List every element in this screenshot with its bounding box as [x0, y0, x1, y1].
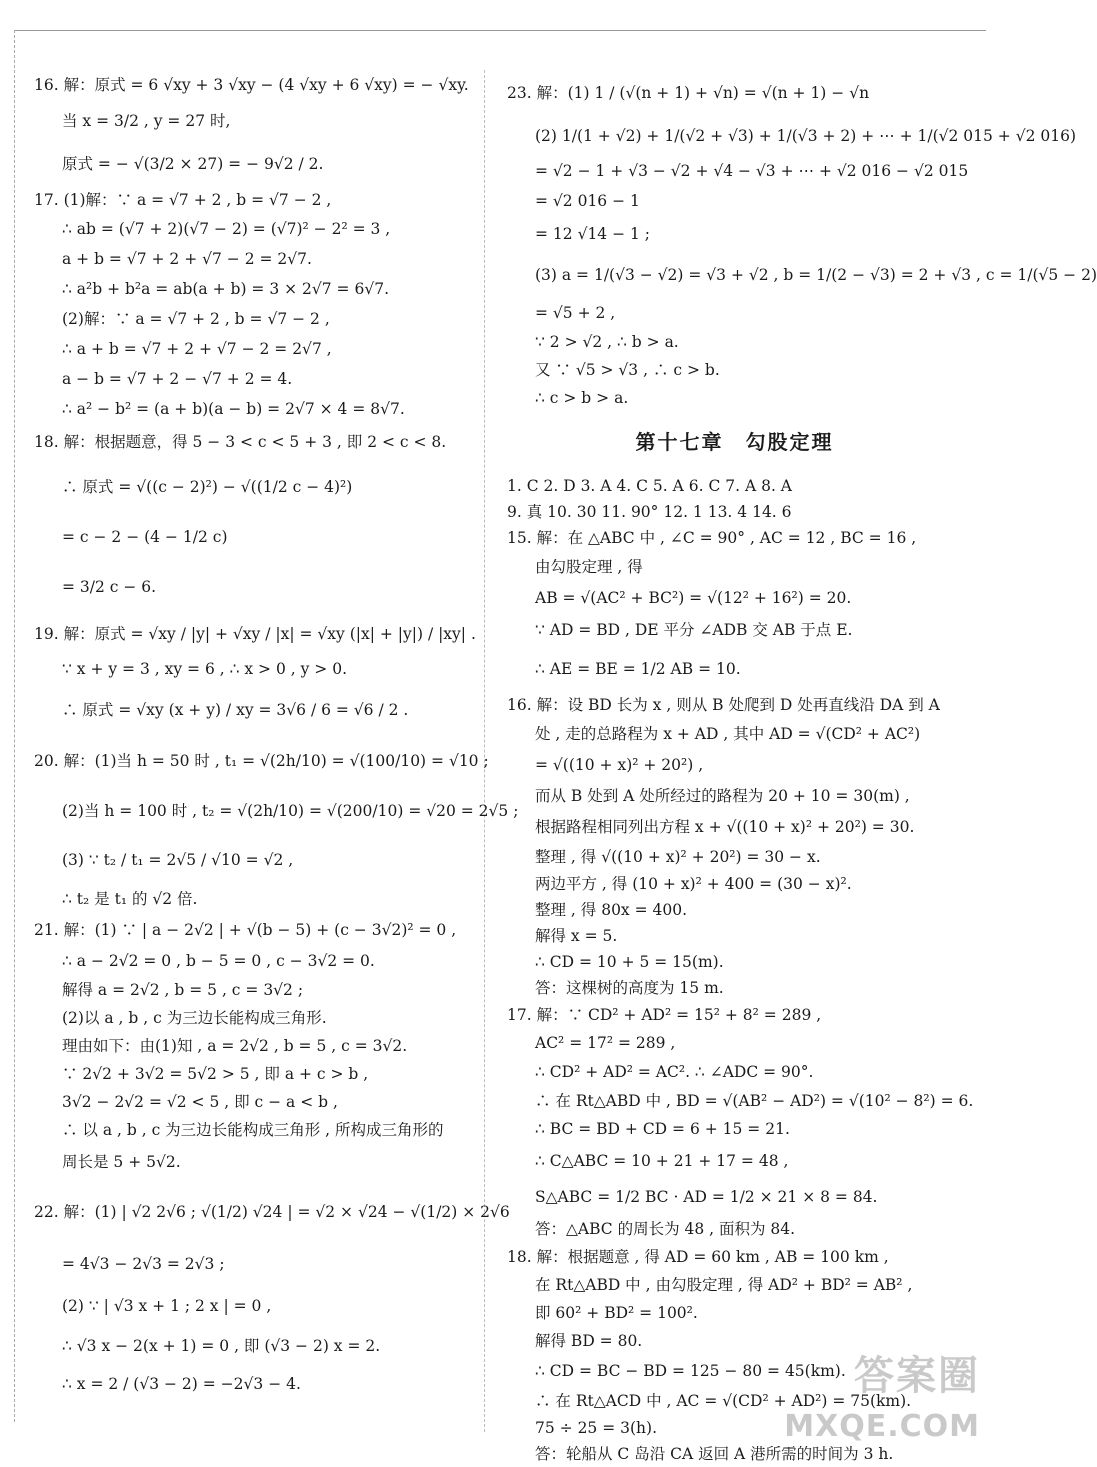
solution-line: ∴ x = 2 / (√3 − 2) = −2√3 − 4. [62, 1375, 301, 1393]
solution-line: 解得 a = 2√2 , b = 5 , c = 3√2 ; [62, 981, 304, 999]
solution-line: ∴ 原式 = √xy (x + y) / xy = 3√6 / 6 = √6 / 2 . [62, 701, 409, 719]
solution-line: 处 , 走的总路程为 x + AD , 其中 AD = √(CD² + AC²) [535, 725, 921, 743]
watermark-logo: 答案圈 [854, 1353, 980, 1399]
solution-line: = √2 016 − 1 [535, 192, 640, 210]
solution-line: = 3/2 c − 6. [62, 578, 157, 596]
solution-line: ∴ 在 Rt△ABD 中 , BD = √(AB² − AD²) = √(10² − 8²) = 6. [535, 1092, 974, 1110]
solution-line: ∴ C△ABC = 10 + 21 + 17 = 48 , [535, 1152, 789, 1170]
solution-line: (2) ∵ | √3 x + 1 ; 2 x | = 0 , [62, 1297, 272, 1315]
solution-line: ∴ 原式 = √((c − 2)²) − √((1/2 c − 4)²) [62, 478, 353, 496]
solution-line: 16. 解：设 BD 长为 x , 则从 B 处爬到 D 处再直线沿 DA 到 A [507, 696, 940, 714]
watermark [780, 1344, 980, 1444]
solution-line: = √((10 + x)² + 20²) , [535, 756, 704, 774]
right-column-part-a [507, 70, 1097, 412]
solution-line: a + b = √7 + 2 + √7 − 2 = 2√7. [62, 250, 312, 268]
left-margin-rule [14, 30, 15, 1422]
solution-line: ∴ c > b > a. [535, 389, 629, 407]
solution-line: ∴ CD = BC − BD = 125 − 80 = 45(km). [535, 1362, 846, 1380]
solution-line: AB = √(AC² + BC²) = √(12² + 16²) = 20. [535, 589, 852, 607]
solution-line: ∴ AE = BE = 1/2 AB = 10. [535, 660, 741, 678]
column-divider [484, 70, 485, 1432]
solution-line: 23. 解：(1) 1 / (√(n + 1) + √n) = √(n + 1) − √n [507, 84, 870, 102]
solution-line: 两边平方 , 得 (10 + x)² + 400 = (30 − x)². [535, 875, 852, 893]
solution-line: 理由如下：由(1)知 , a = 2√2 , b = 5 , c = 3√2. [62, 1037, 408, 1055]
solution-line: ∵ 2 > √2 , ∴ b > a. [535, 333, 679, 351]
solution-line: = 4√3 − 2√3 = 2√3 ; [62, 1255, 225, 1273]
solution-line: 答：轮船从 C 岛沿 CA 返回 A 港所需的时间为 3 h. [535, 1445, 894, 1463]
right-column [507, 70, 1097, 1467]
solution-line: (2)解：∵ a = √7 + 2 , b = √7 − 2 , [62, 310, 330, 328]
solution-line: 17. (1)解：∵ a = √7 + 2 , b = √7 − 2 , [34, 191, 332, 209]
solution-line: 75 ÷ 25 = 3(h). [535, 1419, 657, 1437]
solution-line: 周长是 5 + 5√2. [62, 1153, 181, 1171]
solution-line: 答：这棵树的高度为 15 m. [535, 979, 724, 997]
solution-line: AC² = 17² = 289 , [535, 1034, 676, 1052]
solution-line: 根据路程相同列出方程 x + √((10 + x)² + 20²) = 30. [535, 818, 915, 836]
top-rule [14, 30, 986, 31]
solution-line: ∴ a² − b² = (a + b)(a − b) = 2√7 × 4 = 8√7. [62, 400, 405, 418]
solution-line: 答：△ABC 的周长为 48 , 面积为 84. [535, 1220, 796, 1238]
solution-line: 而从 B 处到 A 处所经过的路程为 20 + 10 = 30(m) , [535, 787, 910, 805]
solution-line: ∵ x + y = 3 , xy = 6 , ∴ x > 0 , y > 0. [62, 660, 347, 678]
solution-line: = c − 2 − (4 − 1/2 c) [62, 528, 228, 546]
solution-line: = √5 + 2 , [535, 304, 616, 322]
solution-line: 15. 解：在 △ABC 中 , ∠C = 90° , AC = 12 , BC = 16 , [507, 529, 917, 547]
solution-line: 20. 解：(1)当 h = 50 时 , t₁ = √(2h/10) = √(100/10) = √10 ; [34, 752, 489, 770]
solution-line: (2)以 a , b , c 为三边长能构成三角形. [62, 1009, 327, 1027]
solution-line: 3√2 − 2√2 = √2 < 5 , 即 c − a < b , [62, 1093, 338, 1111]
solution-line: 解得 BD = 80. [535, 1332, 643, 1350]
solution-line: 18. 解：根据题意 , 得 AD = 60 km , AB = 100 km , [507, 1248, 889, 1266]
solution-line: ∵ AD = BD , DE 平分 ∠ADB 交 AB 于点 E. [535, 621, 853, 639]
solution-line: ∴ t₂ 是 t₁ 的 √2 倍. [62, 890, 198, 908]
solution-line: 16. 解：原式 = 6 √xy + 3 √xy − (4 √xy + 6 √xy) = − √xy. [34, 76, 469, 94]
solution-line: a − b = √7 + 2 − √7 + 2 = 4. [62, 370, 293, 388]
solution-line: ∴ a − 2√2 = 0 , b − 5 = 0 , c − 3√2 = 0. [62, 952, 375, 970]
solution-line: 21. 解：(1) ∵ | a − 2√2 | + √(b − 5) + (c − 3√2)² = 0 , [34, 921, 457, 939]
solution-line: 在 Rt△ABD 中 , 由勾股定理 , 得 AD² + BD² = AB² , [535, 1276, 913, 1294]
solution-line: ∴ a + b = √7 + 2 + √7 − 2 = 2√7 , [62, 340, 332, 358]
solution-line: ∵ 2√2 + 3√2 = 5√2 > 5 , 即 a + c > b , [62, 1065, 369, 1083]
solution-line: 1. C 2. D 3. A 4. C 5. A 6. C 7. A 8. A [507, 477, 792, 495]
solution-line: (3) a = 1/(√3 − √2) = √3 + √2 , b = 1/(2 − √3) = 2 + √3 , c = 1/(√5 − 2) [535, 266, 1097, 284]
solution-line: (2)当 h = 100 时 , t₂ = √(2h/10) = √(200/10) = √20 = 2√5 ; [62, 802, 519, 820]
solution-line: (2) 1/(1 + √2) + 1/(√2 + √3) + 1/(√3 + 2) + ⋯ + 1/(√2 015 + √2 016) [535, 127, 1077, 145]
solution-line: (3) ∵ t₂ / t₁ = 2√5 / √10 = √2 , [62, 851, 294, 869]
solution-line: S△ABC = 1/2 BC · AD = 1/2 × 21 × 8 = 84. [535, 1188, 878, 1206]
solution-line: 17. 解：∵ CD² + AD² = 15² + 8² = 289 , [507, 1006, 822, 1024]
solution-line: 19. 解：原式 = √xy / |y| + √xy / |x| = √xy (|x| + |y|) / |xy| . [34, 625, 476, 643]
solution-line: 由勾股定理 , 得 [535, 558, 643, 576]
solution-line: ∴ 在 Rt△ACD 中 , AC = √(CD² + AD²) = 75(km). [535, 1392, 912, 1410]
solution-line: = √2 − 1 + √3 − √2 + √4 − √3 + ⋯ + √2 016 − √2 015 [535, 162, 969, 180]
solution-line: ∴ BC = BD + CD = 6 + 15 = 21. [535, 1120, 790, 1138]
chapter-title: 第十七章 勾股定理 [635, 430, 834, 454]
solution-line: 9. 真 10. 30 11. 90° 12. 1 13. 4 14. 6 [507, 503, 792, 521]
solution-line: ∴ √3 x − 2(x + 1) = 0 , 即 (√3 − 2) x = 2. [62, 1337, 381, 1355]
solution-line: ∴ CD² + AD² = AC². ∴ ∠ADC = 90°. [535, 1063, 814, 1081]
solution-line: 解得 x = 5. [535, 927, 618, 945]
left-column [34, 70, 519, 1404]
solution-line: 又 ∵ √5 > √3 , ∴ c > b. [535, 361, 720, 379]
solution-line: = 12 √14 − 1 ; [535, 225, 651, 243]
solution-line: 18. 解：根据题意，得 5 − 3 < c < 5 + 3 , 即 2 < c < 8. [34, 433, 447, 451]
right-column-part-b [507, 473, 974, 1467]
watermark-url: MXQE.COM [784, 1409, 980, 1444]
solution-line: ∴ 以 a , b , c 为三边长能构成三角形 , 所构成三角形的 [62, 1121, 444, 1139]
solution-line: 整理 , 得 √((10 + x)² + 20²) = 30 − x. [535, 848, 821, 866]
solution-line: 22. 解：(1) | √2 2√6 ; √(1/2) √24 | = √2 × √24 − √(1/2) × 2√6 [34, 1203, 510, 1221]
solution-line: 整理 , 得 80x = 400. [535, 901, 688, 919]
solution-line: 原式 = − √(3/2 × 27) = − 9√2 / 2. [62, 155, 324, 173]
solution-line: 当 x = 3/2 , y = 27 时, [62, 112, 231, 130]
solution-line: ∴ ab = (√7 + 2)(√7 − 2) = (√7)² − 2² = 3 , [62, 220, 391, 238]
solution-line: ∴ a²b + b²a = ab(a + b) = 3 × 2√7 = 6√7. [62, 280, 389, 298]
solution-line: 即 60² + BD² = 100². [535, 1304, 698, 1322]
solution-line: ∴ CD = 10 + 5 = 15(m). [535, 953, 724, 971]
